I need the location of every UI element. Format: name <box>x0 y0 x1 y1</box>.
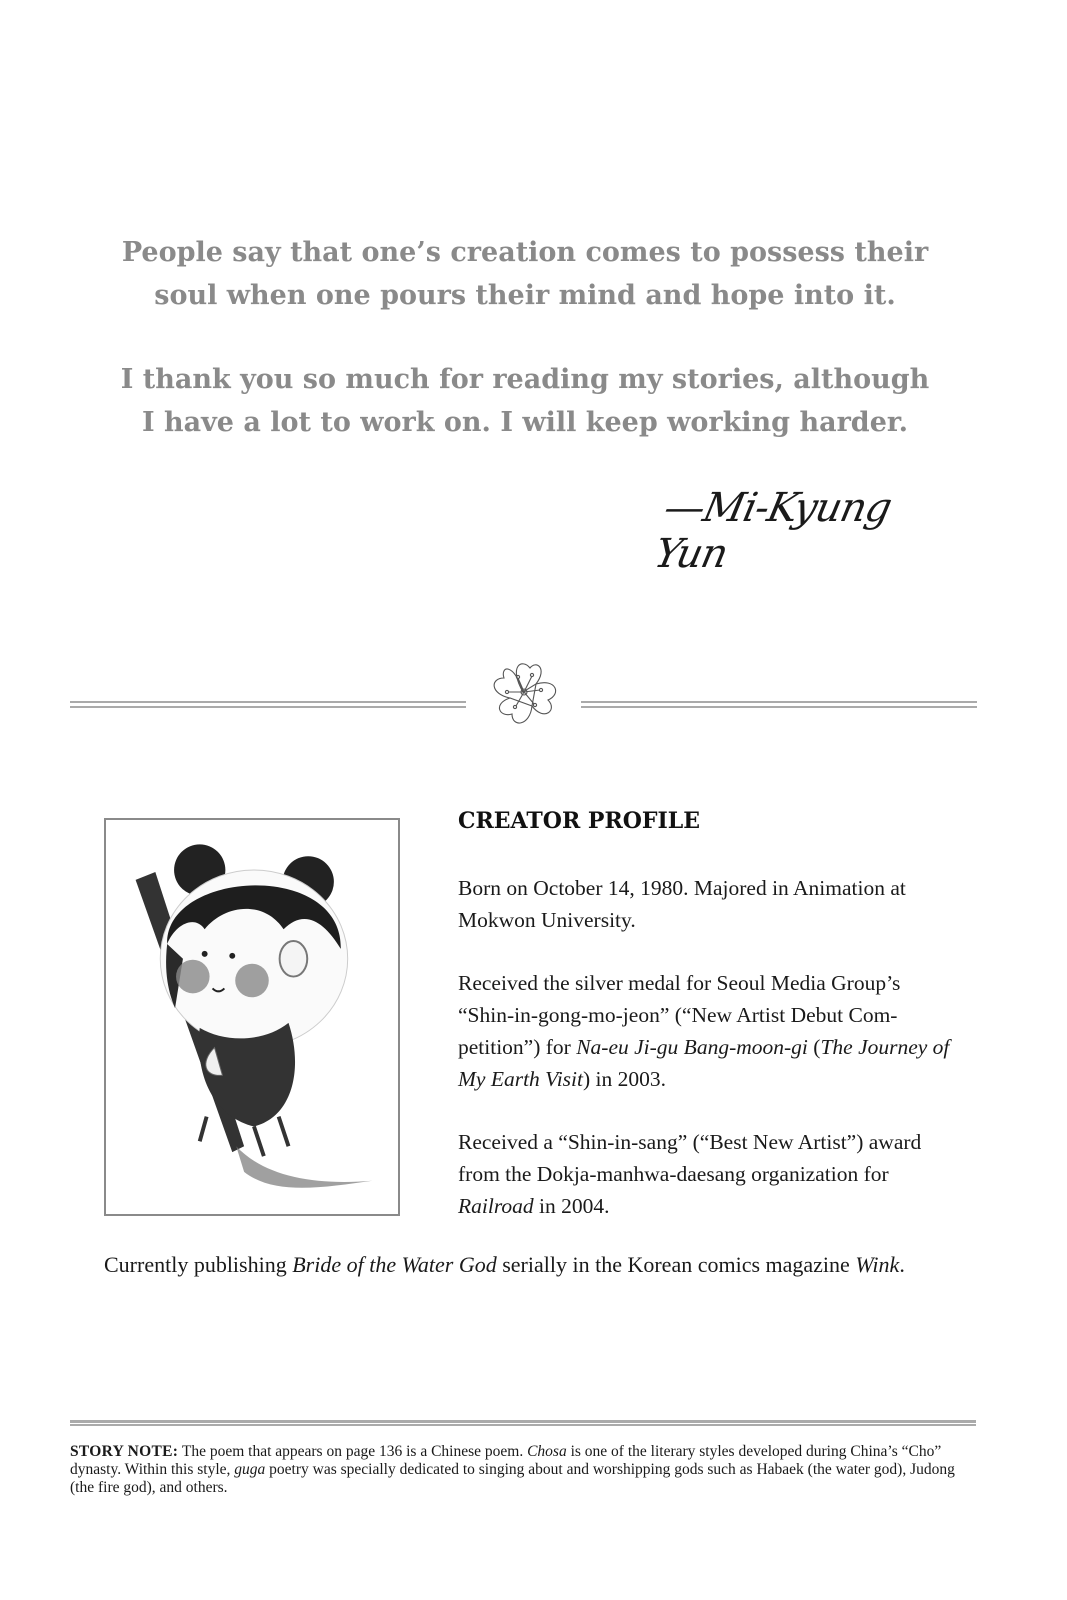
plum-blossom-icon <box>478 654 568 734</box>
quote-line: I thank you so much for reading my stories, although <box>120 364 930 395</box>
work-title-translation: The Journey of My Earth Visit <box>458 1035 950 1091</box>
story-note <box>70 1443 980 1497</box>
text-run: The poem that appears on page 136 is a Chinese poem. <box>178 1443 528 1460</box>
profile-award-paragraph-2 <box>458 1126 958 1222</box>
text-run: in 2004. <box>533 1194 610 1218</box>
signature-text: —Mi-Kyung Yun <box>650 485 896 577</box>
footer-divider <box>70 1420 976 1426</box>
quote-line: soul when one pours their mind and hope into it. <box>154 280 896 311</box>
work-title: Na-eu Ji-gu Bang-moon-gi <box>576 1035 808 1059</box>
quote-line: People say that one’s creation comes to possess their <box>121 237 929 268</box>
author-quote-part-2 <box>100 358 950 444</box>
series-title: Bride of the Water God <box>292 1252 497 1277</box>
text-run: ) in 2003. <box>583 1067 667 1091</box>
profile-award-paragraph-1 <box>458 967 958 1095</box>
profile-birth-paragraph: Born on October 14, 1980. Majored in Animation at Mokwon University. <box>458 876 906 932</box>
term-guga: guga <box>234 1461 266 1478</box>
magazine-title: Wink <box>855 1252 900 1277</box>
quote-line: I have a lot to work on. I will keep working harder. <box>141 407 909 438</box>
text-run: Received the silver medal for Seoul Media Group’s “Shin-in-gong-mo-jeon” (“New Artist Debut Com-petition”) for <box>458 971 901 1059</box>
story-note-label: STORY NOTE: <box>70 1443 179 1460</box>
author-quote-part-1 <box>100 231 950 317</box>
text-run: ( <box>807 1035 821 1059</box>
author-signature <box>650 475 940 577</box>
divider-left <box>70 701 466 703</box>
current-publication-line <box>104 1252 984 1278</box>
text-run: serially in the Korean comics magazine <box>496 1252 856 1277</box>
work-title: Railroad <box>458 1194 534 1218</box>
text-run: Received a “Shin-in-sang” (“Best New Artist”) award from the Dokja-manhwa-daesang organization for <box>458 1130 922 1186</box>
text-run: . <box>899 1252 905 1277</box>
text-run: Currently publishing <box>104 1252 293 1277</box>
text-run: poetry was specially dedicated to singing about and worshipping gods such as Habaek (the water god), Judong (the fire god), and others. <box>70 1461 955 1496</box>
creator-profile-heading: CREATOR PROFILE <box>458 808 701 834</box>
divider-right <box>581 701 977 703</box>
term-chosa: Chosa <box>527 1443 567 1460</box>
creator-portrait <box>104 818 400 1216</box>
girl-with-brush-illustration <box>106 820 398 1214</box>
text-run: is one of the literary styles developed during China’s “Cho” dynasty. Within this style, <box>70 1443 942 1478</box>
